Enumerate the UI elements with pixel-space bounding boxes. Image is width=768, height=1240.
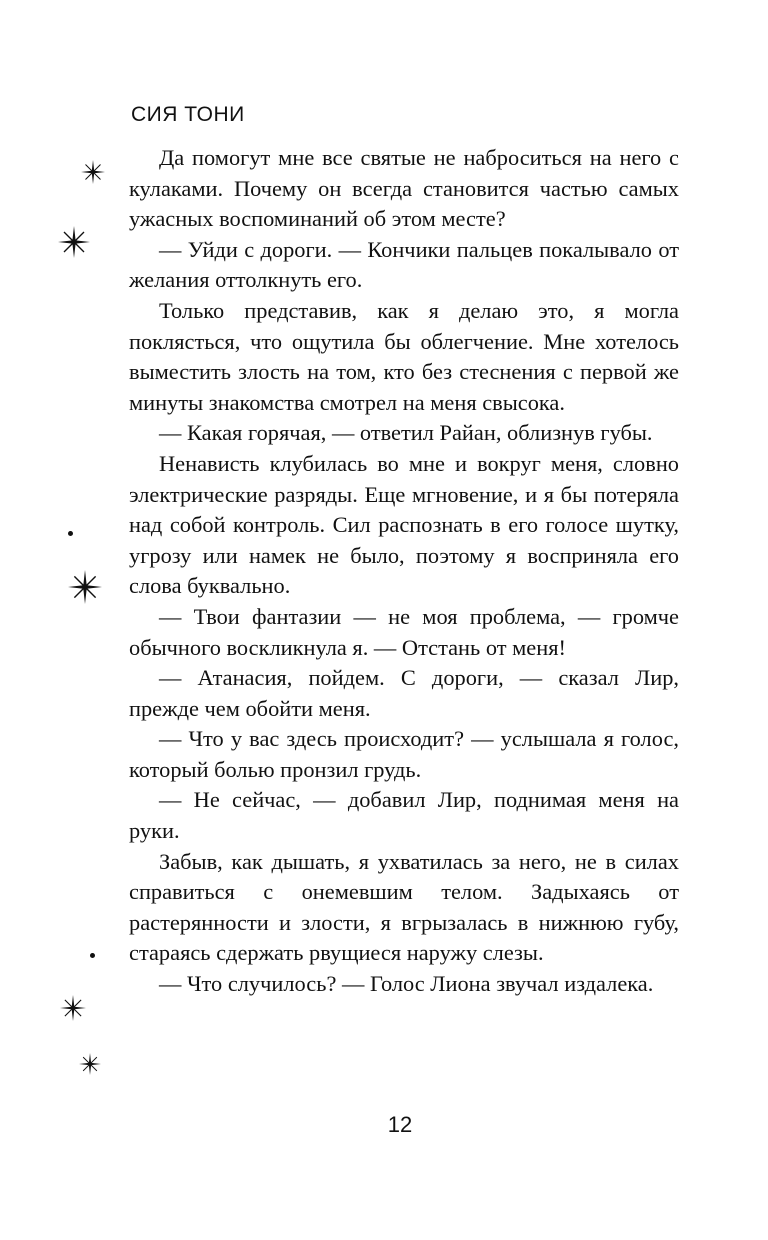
paragraph: Забыв, как дышать, я ухватилась за него, не в силах справиться с онемевшим телом. Задыхаясь от растерянности и злости, я вгрызалась в нижнюю губу, стараясь сдержать рвущиеся наружу слезы.: [129, 848, 679, 966]
sparkle-star-icon: [68, 570, 102, 604]
paragraph: Да помогут мне все святые не наброситься на него с кулаками. Почему он всегда становится частью самых ужасных воспоминаний об этом месте?: [129, 145, 679, 232]
sparkle-star-icon: [58, 226, 90, 258]
paragraph: — Какая горячая, — ответил Райан, облизнув губы.: [159, 420, 653, 446]
paragraph: — Не сейчас, — добавил Лир, поднимая меня на руки.: [129, 787, 679, 844]
paragraph: — Твои фантазии — не моя проблема, — громче обычного воскликнула я. — Отстань от меня!: [129, 603, 679, 660]
dot-icon: [68, 531, 73, 536]
paragraph: — Что у вас здесь происходит? — услышала я голос, который болью пронзил грудь.: [129, 726, 679, 782]
paragraph: Только представив, как я делаю это, я могла поклясться, что ощутила бы облегчение. Мне хотелось выместить злость на том, кто без стеснения с первой же минуты знакомства смотрел на меня свысока.: [129, 297, 679, 415]
dot-icon: [90, 953, 95, 958]
paragraph: — Что случилось? — Голос Лиона звучал издалека.: [159, 971, 654, 997]
sparkle-star-icon: [79, 1053, 101, 1075]
running-header: СИЯ ТОНИ: [131, 103, 245, 126]
paragraph: Ненависть клубилась во мне и вокруг меня, словно электрические разряды. Еще мгновение, и я бы потеряла над собой контроль. Сил распознать в его голосе шутку, угрозу или намек не было, поэтому я восприняла его слова буквально.: [129, 450, 679, 599]
sparkle-star-icon: [60, 995, 86, 1021]
paragraph: — Уйди с дороги. — Кончики пальцев покалывало от желания оттолкнуть его.: [129, 236, 679, 293]
body-text: [129, 143, 679, 1000]
paragraph: — Атанасия, пойдем. С дороги, — сказал Лир, прежде чем обойти меня.: [129, 665, 679, 721]
sparkle-star-icon: [81, 160, 105, 184]
page-number: 12: [387, 1112, 413, 1137]
